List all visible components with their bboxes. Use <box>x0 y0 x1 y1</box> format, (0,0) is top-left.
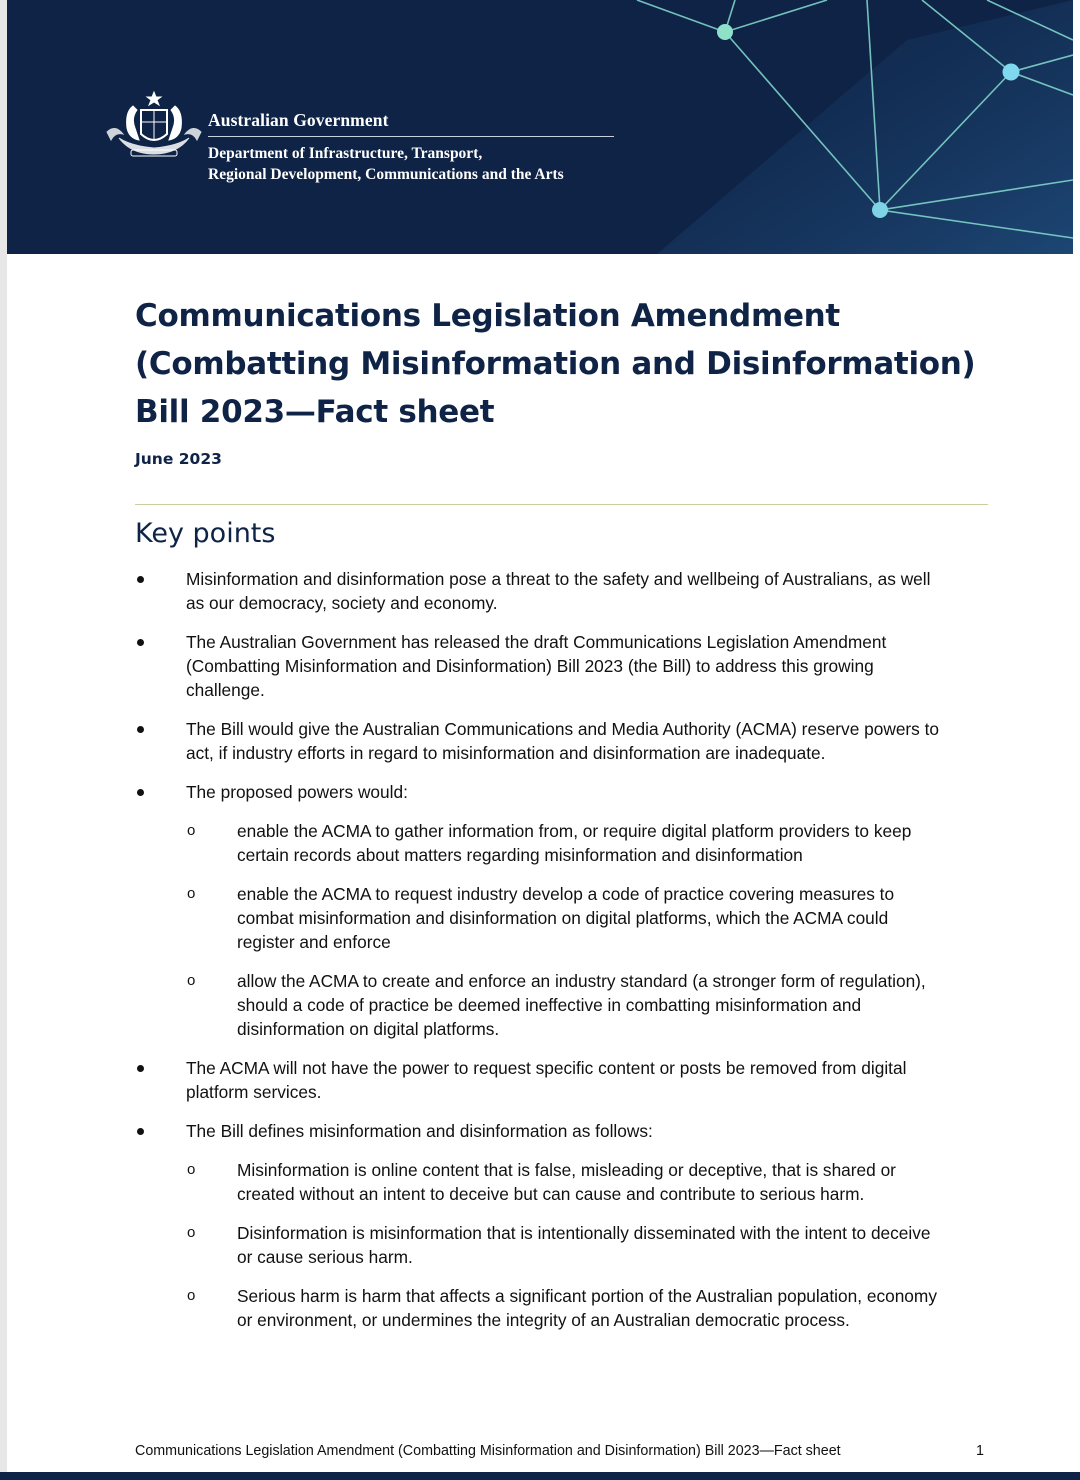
text-line: The Australian Government has released the draft Communications Legislation Amendment <box>186 632 887 652</box>
network-node <box>1003 64 1020 81</box>
section-heading: Key points <box>135 518 276 549</box>
sub-bullet-marker: o <box>187 885 196 902</box>
text-line: (Combatting Misinformation and Disinformation) Bill 2023 (the Bill) to address this growing <box>186 656 874 676</box>
sub-list-item <box>0 969 1080 1041</box>
list-item <box>0 567 1080 615</box>
department-name-line-2: Regional Development, Communications and the Arts <box>208 166 564 183</box>
item-text <box>237 819 997 867</box>
list-item <box>0 1056 1080 1104</box>
text-line: or cause serious harm. <box>237 1247 413 1267</box>
text-line: enable the ACMA to gather information from, or require digital platform providers to keep <box>237 821 912 841</box>
title-divider <box>135 504 988 505</box>
sub-bullet-marker: o <box>187 1287 196 1304</box>
list-item <box>0 630 1080 702</box>
text-line: combat misinformation and disinformation on digital platforms, which the ACMA could <box>237 908 889 928</box>
text-line: Disinformation is misinformation that is intentionally disseminated with the intent to deceive <box>237 1223 931 1243</box>
item-text <box>186 717 996 765</box>
sub-bullet-marker: o <box>187 1224 196 1241</box>
document-title <box>135 292 1015 436</box>
text-line: The proposed powers would: <box>186 782 408 802</box>
text-line: The Bill defines misinformation and disinformation as follows: <box>186 1121 653 1141</box>
text-line: act, if industry efforts in regard to misinformation and disinformation are inadequate. <box>186 743 826 763</box>
title-line: Bill 2023—Fact sheet <box>135 394 495 430</box>
text-line: created without an intent to deceive but can cause and contribute to serious harm. <box>237 1184 865 1204</box>
text-line: disinformation on digital platforms. <box>237 1019 500 1039</box>
text-line: The Bill would give the Australian Communications and Media Authority (ACMA) reserve powers to <box>186 719 940 739</box>
item-text <box>186 1056 996 1104</box>
text-line: Serious harm is harm that affects a significant portion of the Australian population, economy <box>237 1286 937 1306</box>
coat-of-arms-icon <box>101 88 207 166</box>
page-number: 1 <box>976 1443 984 1459</box>
item-text <box>186 1119 996 1143</box>
bullet-icon <box>137 639 144 646</box>
bullet-icon <box>137 1128 144 1135</box>
item-text <box>237 1158 997 1206</box>
bullet-icon <box>137 789 144 796</box>
item-text <box>237 882 997 954</box>
header-divider <box>208 136 614 137</box>
sub-bullet-marker: o <box>187 1161 196 1178</box>
sub-list-item <box>0 1158 1080 1206</box>
network-node <box>717 24 733 40</box>
header-banner <box>7 0 1073 254</box>
sub-list-item <box>0 1221 1080 1269</box>
item-text <box>237 1284 997 1332</box>
network-node <box>872 202 888 218</box>
footer-bar <box>0 1472 1080 1480</box>
bullet-icon <box>137 1065 144 1072</box>
sub-list-item <box>0 882 1080 954</box>
sub-bullet-marker: o <box>187 972 196 989</box>
bullet-icon <box>137 576 144 583</box>
text-line: Misinformation and disinformation pose a threat to the safety and wellbeing of Australians, as well <box>186 569 931 589</box>
text-line: The ACMA will not have the power to request specific content or posts be removed from digital <box>186 1058 907 1078</box>
department-name-line-1: Department of Infrastructure, Transport, <box>208 145 483 162</box>
text-line: as our democracy, society and economy. <box>186 593 498 613</box>
text-line: enable the ACMA to request industry develop a code of practice covering measures to <box>237 884 895 904</box>
bullet-icon <box>137 726 144 733</box>
publication-date: June 2023 <box>135 450 222 468</box>
text-line: should a code of practice be deemed ineffective in combatting misinformation and <box>237 995 862 1015</box>
title-line: (Combatting Misinformation and Disinformation) <box>135 346 976 382</box>
text-line: Misinformation is online content that is false, misleading or deceptive, that is shared or <box>237 1160 896 1180</box>
text-line: platform services. <box>186 1082 322 1102</box>
list-item <box>0 717 1080 765</box>
item-text <box>186 630 996 702</box>
text-line: allow the ACMA to create and enforce an industry standard (a stronger form of regulation), <box>237 971 926 991</box>
item-text <box>186 780 996 804</box>
text-line: challenge. <box>186 680 265 700</box>
government-name: Australian Government <box>208 110 389 130</box>
footer-title: Communications Legislation Amendment (Combatting Misinformation and Disinformation) Bill 2023—Fact sheet <box>135 1443 841 1459</box>
title-line: Communications Legislation Amendment <box>135 298 840 334</box>
item-text <box>186 567 996 615</box>
list-item <box>0 780 1080 804</box>
sub-bullet-marker: o <box>187 822 196 839</box>
text-line: register and enforce <box>237 932 391 952</box>
text-line: or environment, or undermines the integrity of an Australian democratic process. <box>237 1310 850 1330</box>
sub-list-item <box>0 1284 1080 1332</box>
item-text <box>237 1221 997 1269</box>
item-text <box>237 969 997 1041</box>
sub-list-item <box>0 819 1080 867</box>
list-item <box>0 1119 1080 1143</box>
text-line: certain records about matters regarding misinformation and disinformation <box>237 845 803 865</box>
